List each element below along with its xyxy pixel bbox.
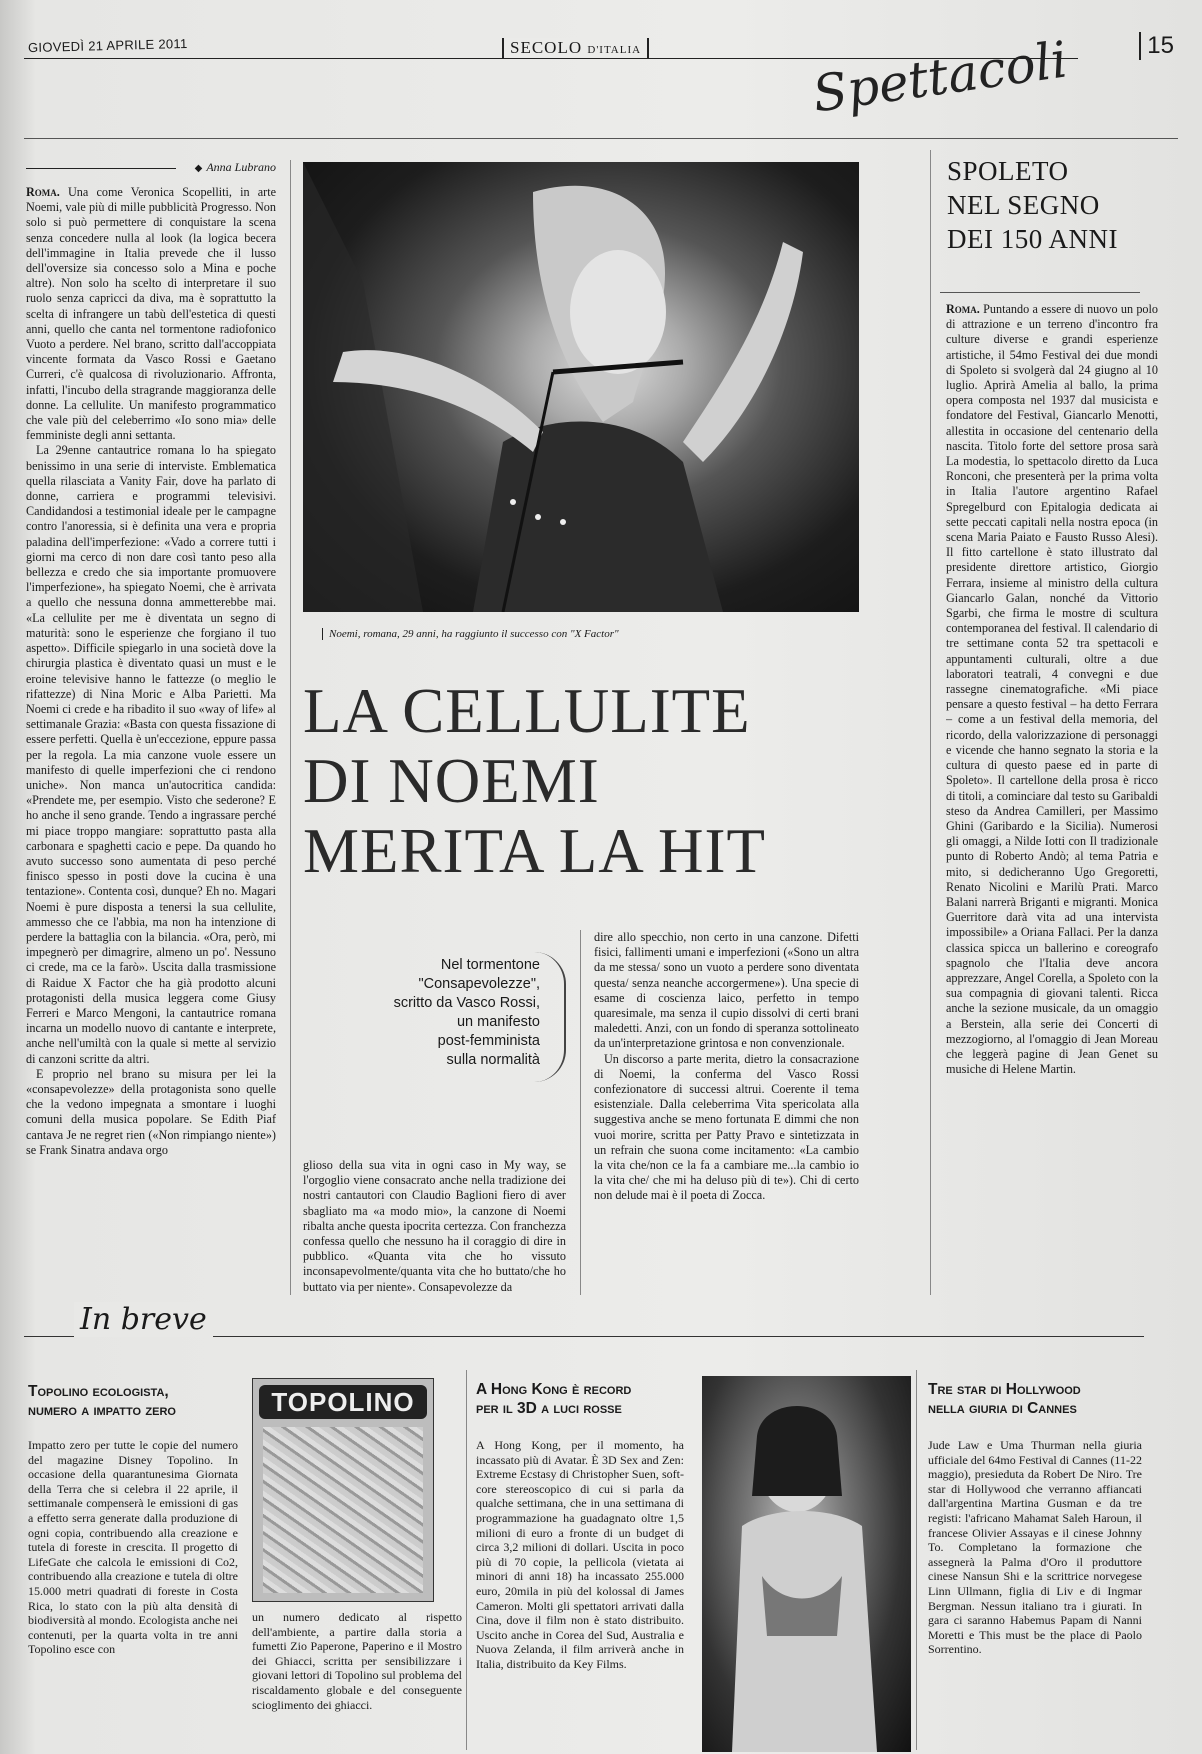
brief-body-topolino-2 bbox=[252, 1610, 462, 1750]
article-paragraph: dire allo specchio, non certo in una canzone. Difetti fisici, fallimenti umani e imperfezioni («Sono un altra da me stessa/ sono un vuoto a perdere sono diventata questa/ senza neanche accorgermene»). Una specie di esame di coscienza laico, perfetto in tempo quaresimale, ma senza il cupio dissolvi di certi brani maledetti. Anzi, con un fondo di speranza sottolineato da un'interpretazione grintosa e non convenzionale. bbox=[594, 930, 859, 1051]
in-breve-label: In breve bbox=[74, 1302, 213, 1337]
sidebar-headline-line: DEI 150 ANNI bbox=[947, 224, 1118, 254]
brief-paragraph: Impatto zero per tutte le copie del numero del magazine Disney Topolino. In occasione della quarantunesima Giornata della Terra che si celebra il 22 aprile, il settimanale compenserà le emissioni di gas a effetto serra generate dalla produzione di ogni copia, contribuendo alla creazione e tutela di foreste in crescita. Il progetto di LifeGate che calcola le emissioni di Co2, contribuendo alla creazione e tutela di oltre 15.000 metri quadrati di foreste in Costa Rica, lo stato con la più alta densità di biodiversità al mondo. Ecologista anche nei contenuti, per la quarta volta in tre anni Topolino esce con bbox=[28, 1438, 238, 1657]
brief-headline-hongkong bbox=[476, 1380, 686, 1418]
sidebar-rule bbox=[940, 292, 1140, 293]
topolino-cover-title: TOPOLINO bbox=[259, 1385, 427, 1419]
pull-quote-line: Nel tormentone bbox=[440, 957, 540, 973]
paragraph-text: Puntando a essere di nuovo un polo di attrazione e un terreno d'incontro fra culture diverse e grandi esperienze artistiche, il 54mo Festival dei due mondi di Spoleto si svolgerà dal 24 giugno al 10 luglio. Aprirà Amelia al ballo, la prima opera composta nel 1937 dal musicista e fondatore del Festival, Giancarlo Menotti, allestita in occasione del centenario della nascita. Titolo forte del settore prosa sarà La modestia, lo spettacolo diretto da Luca Ronconi, che presenterà per la prima volta in Italia l'autore argentino Rafael Spregelburd con Epitalogia dedicata ai sette peccati capitali nella nostra epoca (in scena Maria Paiato e Fausto Russo Alesi). Il fitto cartellone è stato illustrato dal presidente direttore artistico, Giorgio Ferrara, insieme al ministro della cultura Giancarlo Galan, nonché da Vittorio Sgarbi, che firma le mostre di scultura contemporanea del festival. Il calendario di tre settimane conta 52 tra spettacoli e appuntamenti culturali, oltre a due laboratori teatrali, 4 convegni e due rassegne cinematografiche. «Mi piace pensare a questo festival – ha detto Ferrara – come a un festival della memoria, del ricordo, della valorizzazione di personaggi e vicende che hanno segnato la storia e la cultura di questo paese ed in parte di Spoleto». Il cartellone della prosa è ricco di titoli, a cominciare dal testo su Garibaldi steso da Andrea Camilleri, per Massimo Ghini (Garibardo e la Sicilia). Numerosi gli omaggi, a Nilde Iotti con Il tradizionale punto di Roberto Andò; al tema Patria e mito, si dedicheranno Ugo Gregoretti, Renato Nicolini e Marilù Prati. Marco Balani narrerà Briganti e migranti. Monica Guerritore darà vita ad una intervista impossibile» a Oriana Fallaci. Per la danza classica spicca un ballerino e coreografo spagnolo che l'Italia deve ancora apprezzare, Angel Corella, a Spoleto con la sua compagnia di giovani talenti. Ricca anche la sezione musicale, da un omaggio a Berstein, alla serie dei Concerti di mezzogiorno, al l'omaggio di Jean Moreau che leggerà pagine di Jean Genet su musiche di Helene Martin. bbox=[946, 302, 1158, 1077]
brief-headline-line: A Hong Kong è record bbox=[476, 1381, 632, 1398]
page-header bbox=[24, 30, 1178, 140]
brief-headline-topolino bbox=[28, 1382, 238, 1420]
headline-line: MERITA LA HIT bbox=[303, 816, 766, 886]
film-still-image bbox=[702, 1376, 911, 1752]
brief-headline-line: per il 3D a luci rosse bbox=[476, 1400, 622, 1417]
pull-quote-line: post-femminista bbox=[437, 1033, 540, 1049]
brief-headline-cannes bbox=[928, 1380, 1148, 1418]
column-divider bbox=[916, 1370, 917, 1750]
article-headline bbox=[303, 676, 859, 886]
newspaper-name-small: D'ITALIA bbox=[587, 44, 642, 56]
film-still-art bbox=[702, 1376, 911, 1752]
page-number: 15 bbox=[1139, 32, 1174, 60]
brief-headline-line: Topolino ecologista, bbox=[28, 1383, 169, 1400]
article-column-middle-1 bbox=[303, 1158, 566, 1294]
article-column-middle-2 bbox=[594, 930, 859, 1294]
topolino-cover-art bbox=[263, 1427, 423, 1593]
column-divider bbox=[580, 930, 581, 1295]
brief-body-topolino bbox=[28, 1438, 238, 1750]
article-column-left bbox=[26, 185, 276, 1293]
issue-date: GIOVEDÌ 21 APRILE 2011 bbox=[27, 35, 188, 56]
newspaper-name bbox=[502, 38, 649, 58]
dateline-city: Roma. bbox=[946, 302, 980, 316]
section-title: Spettacoli bbox=[809, 30, 1071, 124]
brief-paragraph: Jude Law e Uma Thurman nella giuria ufficiale del 64mo Festival di Cannes (11-22 maggio), presieduta da Robert De Niro. Tre star di Hollywood che verranno affiancati dall'argentina Martina Gusman e da tre registi: l'africano Mahamat Saleh Haroun, il francese Olivier Assayas e il cinese Johnny To. Completano la formazione che assegnerà la Palma d'Oro il produttore cinese Nansun Shi e la scrittrice norvegese Linn Ullmann, figlia di Liv e di Ingmar Bergman. Nessun italiano tra i giurati. In gara ci saranno Habemus Papam di Nanni Moretti e This must be the place di Paolo Sorrentino. bbox=[928, 1438, 1142, 1657]
pull-quote-line: scritto da Vasco Rossi, bbox=[393, 995, 540, 1011]
column-divider bbox=[930, 150, 931, 1295]
brief-paragraph: un numero dedicato al rispetto dell'ambiente, a partire dalla storia a fumetti Zio Paperone, Paperino e il Mostro dei Ghiacci, scritta per sensibilizzare i giovani lettori di Topolino sul problema del riscaldamento globale e del conseguente scioglimento dei ghiacci. bbox=[252, 1610, 462, 1712]
brief-paragraph: A Hong Kong, per il momento, ha incassato più di Avatar. È 3D Sex and Zen: Extreme Ecstasy di Christopher Suen, soft-core stereoscopico di cui si parla da qualche settimana, che in una settimana di programmazione ha guadagnato oltre 1,5 milioni di euro a fronte di un budget di circa 3,2 milioni di dollari. Uscita in poco più di 70 copie, la pellicola (vietata ai minori di anni 18) ha incassato 255.000 euro, 20mila in più del kolossal di James Cameron. Molti gli spettatori arrivati dalla Cina, dove il film non è stato distribuito. Uscito anche in Corea del Sud, Australia e Nuova Zelanda, il film arriverà anche in Italia, distribuito da Key Films. bbox=[476, 1438, 684, 1671]
brief-body-hongkong bbox=[476, 1438, 684, 1750]
brief-headline-line: Tre star di Hollywood bbox=[928, 1381, 1081, 1398]
topolino-cover-image bbox=[252, 1378, 434, 1602]
article-paragraph: E proprio nel brano su misura per lei la «consapevolezze» della protagonista sono quelle che la vedono impegnata a smontare i luoghi comuni della musica popolare. Se Edith Piaf cantava Je ne regret rien («Non rimpiango niente») se Frank Sinatra andava orgo bbox=[26, 1066, 276, 1157]
header-rule bbox=[24, 138, 1178, 139]
column-divider bbox=[466, 1370, 467, 1750]
sidebar-headline-line: NEL SEGNO bbox=[947, 190, 1100, 220]
headline-line: DI NOEMI bbox=[303, 746, 600, 816]
sidebar-paragraph bbox=[946, 302, 1158, 1077]
brief-body-cannes bbox=[928, 1438, 1142, 1750]
headline-line: LA CELLULITE bbox=[303, 676, 751, 746]
sidebar-headline bbox=[947, 154, 1157, 256]
singer-photo-art bbox=[303, 162, 859, 612]
pull-quote-line: "Consapevolezze", bbox=[418, 976, 540, 992]
pull-quote-line: un manifesto bbox=[456, 1014, 540, 1030]
pull-quote bbox=[340, 956, 540, 1070]
brief-headline-line: nella giuria di Cannes bbox=[928, 1400, 1077, 1417]
article-paragraph bbox=[26, 185, 276, 443]
brief-headline-line: numero a impatto zero bbox=[28, 1402, 176, 1419]
article-paragraph: Un discorso a parte merita, dietro la consacrazione di Noemi, la conferma del Vasco Rossi confezionatore di successi altrui. Coerente il tema esistenziale. Dalla celeberrima Vita spericolata alla suggestiva anche se meno fortunata E dimmi che non vuoi morire, scritta per Patty Pravo e sintetizzata in un refrain che suona come incitamento: «La cambio la vita che/non ce la fa a cambiare me...la cambio io la vita che/ che mi ha deluso più di te»). Chi di certo non delude mai è il poeta di Zocca. bbox=[594, 1051, 859, 1203]
pull-quote-line: sulla normalità bbox=[446, 1052, 540, 1068]
sidebar-column bbox=[946, 302, 1158, 1298]
newspaper-name-main: SECOLO bbox=[510, 38, 583, 57]
diamond-icon: ◆ bbox=[194, 163, 203, 174]
photo-caption: Noemi, romana, 29 anni, ha raggiunto il successo con "X Factor" bbox=[322, 628, 822, 640]
article-byline bbox=[26, 160, 276, 175]
paragraph-text: Una come Veronica Scopelliti, in arte Noemi, vale più di mille pubblicità Progresso. Non solo si può permettere di conquistare la scena senza concedere nulla al look (la logica becera dell'immagine in Italia prevede che il lusso dell'oversize sia concesso solo a Mina e poche altre). Non solo ha scelto di interpretare il suo ruolo senza capricci da diva, ma è soprattutto la scelta di infrangere un tabù dell'estetica di questi anni, quello che canta nel tormentone radiofonico Vuoto a perdere. Nel brano, scritto dall'accoppiata vincente formata da Vasco Rossi e Gaetano Curreri, c'è qualcosa di rivoluzionario. Affronta, infatti, l'incubo della stragrande maggioranza delle donne. La cellulite. Un manifesto programmatico che vale più del celeberrimo «Io sono mia» delle femministe degli anni settanta. bbox=[26, 185, 276, 443]
dateline-city: Roma. bbox=[26, 185, 60, 199]
column-divider bbox=[290, 160, 291, 1295]
article-paragraph: glioso della sua vita in ogni caso in My way, se l'orgoglio viene consacrato anche nella tradizione dei nostri cantautori con Claudio Baglioni fiero di aver sbagliato ma «a modo mio», la canzone di Noemi ribalta anche questa ipocrita certezza. Con franchezza confessa quello che nessuno ha il coraggio di dire in pubblico. «Quanta vita che ho vissuto inconsapevolmente/quanta vita che ho buttato/che ho buttato via per niente». Consapevolezze da bbox=[303, 1158, 566, 1294]
sidebar-headline-line: SPOLETO bbox=[947, 156, 1069, 186]
article-photo bbox=[303, 162, 859, 612]
article-paragraph: La 29enne cantautrice romana lo ha spiegato benissimo in una serie di interviste. Emblematica quella rilasciata a Vanity Fair, dove ha parlato di donne, carriera e programmi televisivi. Candidandosi a testimonial ideale per le campagne contro l'anoressia, si è definita una vera e propria paladina dell'imperfezione: «Vado a correre tutti i giorni ma cerco di non dare così tanto peso alla bellezza e credo che sia importante promuovere l'imperfezione», ha spiegato Noemi, che è arrivata a quello che nessuna donna ammetterebbe mai. «La cellulite per me è diventata un segno di maturità: sono le esperienze che forgiano il tuo aspetto». Difficile spiegarlo in una società dove la chirurgia plastica è diventato quasi un must e le eroine televisive hanno le fattezze (o meglio le rifattezze) di Nina Moric e Alba Parietti. Ma Noemi ci crede e ha ribadito il suo «way of life» al settimanale Grazia: «Basta con questa fissazione di essere perfetti. Quella è un'eccezione, eppure passa per la regola. La mia canzone vuole essere un manifesto di quelle imperfezioni che ci rendono uniche». Non manca un'autocritica candida: «Prendete me, per esempio. Visto che sederone? E ho anche il seno grande. Tendo a ingrassare perché mi piace troppo mangiare: soprattutto pasta alla carbonara e spaghetti cacio e pepe. Da quando ho avuto successo sono aumentata di peso perché finisco spesso in posti dove la cucina è una tentazione». Contenta così, dunque? Eh no. Magari Noemi è pure disposta a tenersi la sua cellulite, ammesso che ce l'abbia, ma non ha intenzione di perdere la battaglia con la bilancia. «Ora, però, mi impegnerò per dimagrire, almeno un po'. Nessuno ci crede, ma ce la farò». Uscita dalla trasmissione di Raidue X Factor che ha già prodotto alcuni protagonisti della musica leggera come Giusy Ferreri e Marco Mengoni, la cantautrice romana incarna un modello nuovo di cantante e interprete, anche nell'umiltà con la quale si mette al servizio di canzoni scritte da altri. bbox=[26, 443, 276, 1066]
byline-author: Anna Lubrano bbox=[206, 160, 276, 174]
